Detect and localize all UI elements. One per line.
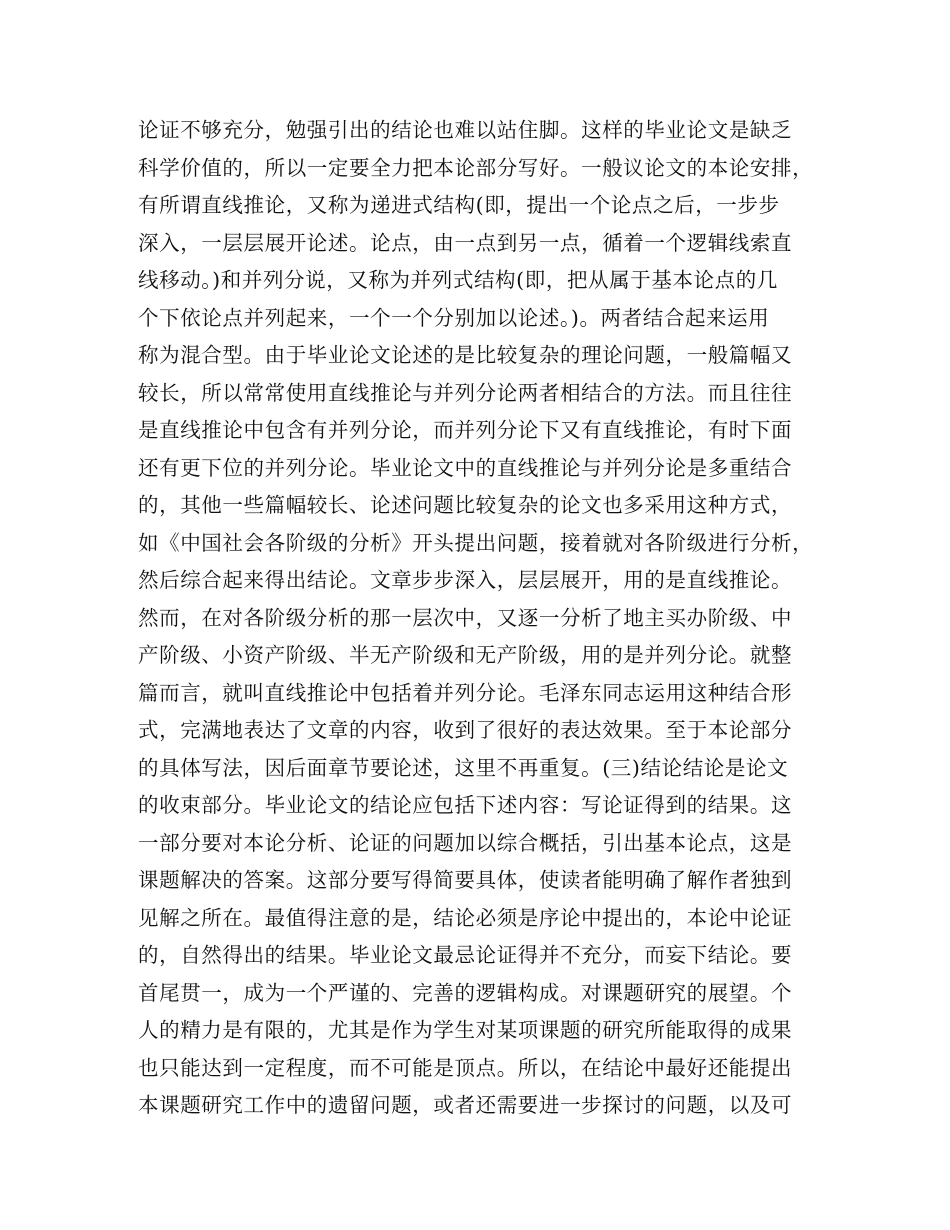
text-line: 然后综合起来得出结论。文章步步深入，层层展开，用的是直线推论。: [138, 568, 793, 592]
text-line: 篇而言，就叫直线推论中包括着并列分论。毛泽东同志运用这种结合形: [138, 680, 793, 705]
text-line: 式，完满地表达了文章的内容，收到了很好的表达效果。至于本论部分: [138, 718, 793, 742]
text-line: 科学价值的，所以一定要全力把本论部分写好。一般议论文的本论安排，: [138, 155, 814, 180]
text-line: 本课题研究工作中的遗留问题，或者还需要进一步探讨的问题，以及可: [138, 1093, 793, 1117]
body-paragraph: [138, 112, 818, 1125]
text-line: 的具体写法，因后面章节要论述，这里不再重复。(三)结论结论是论文: [138, 755, 789, 780]
text-line: 课题解决的答案。这部分要写得简要具体，使读者能明确了解作者独到: [138, 868, 793, 892]
text-line: 首尾贯一，成为一个严谨的、完善的逻辑构成。对课题研究的展望。个: [138, 980, 793, 1005]
text-line: 称为混合型。由于毕业论文论述的是比较复杂的理论问题，一般篇幅又: [138, 343, 793, 367]
text-line: 的收束部分。毕业论文的结论应包括下述内容：写论证得到的结果。这: [138, 793, 793, 817]
text-line: 然而，在对各阶级分析的那一层次中，又逐一分析了地主买办阶级、中: [138, 605, 793, 630]
text-line: 如《中国社会各阶级的分析》开头提出问题，接着就对各阶级进行分析，: [138, 530, 814, 555]
text-line: 的，其他一些篇幅较长、论述问题比较复杂的论文也多采用这种方式，: [138, 493, 793, 517]
text-line: 一部分要对本论分析、论证的问题加以综合概括，引出基本论点，这是: [138, 830, 793, 855]
text-line: 较长，所以常常使用直线推论与并列分论两者相结合的方法。而且往往: [138, 380, 793, 405]
text-line: 深入，一层层展开论述。论点，由一点到另一点，循着一个逻辑线索直: [138, 230, 793, 255]
text-line: 产阶级、小资产阶级、半无产阶级和无产阶级，用的是并列分论。就整: [138, 643, 793, 667]
text-line: 人的精力是有限的，尤其是作为学生对某项课题的研究所能取得的成果: [138, 1018, 793, 1042]
text-line: 见解之所在。最值得注意的是，结论必须是序论中提出的，本论中论证: [138, 905, 793, 930]
text-line: 也只能达到一定程度，而不可能是顶点。所以，在结论中最好还能提出: [138, 1055, 793, 1080]
text-line: 还有更下位的并列分论。毕业论文中的直线推论与并列分论是多重结合: [138, 455, 793, 480]
text-line: 的，自然得出的结果。毕业论文最忌论证得并不充分，而妄下结论。要: [138, 943, 793, 967]
text-line: 论证不够充分，勉强引出的结论也难以站住脚。这样的毕业论文是缺乏: [138, 118, 793, 142]
text-line: 是直线推论中包含有并列分论，而并列分论下又有直线推论，有时下面: [138, 418, 793, 442]
text-line: 有所谓直线推论，又称为递进式结构(即，提出一个论点之后，一步步: [138, 193, 780, 217]
text-line: 个下依论点并列起来，一个一个分别加以论述。)。两者结合起来运用: [138, 305, 770, 330]
text-line: 线移动。)和并列分说，又称为并列式结构(即，把从属于基本论点的几: [138, 268, 778, 292]
